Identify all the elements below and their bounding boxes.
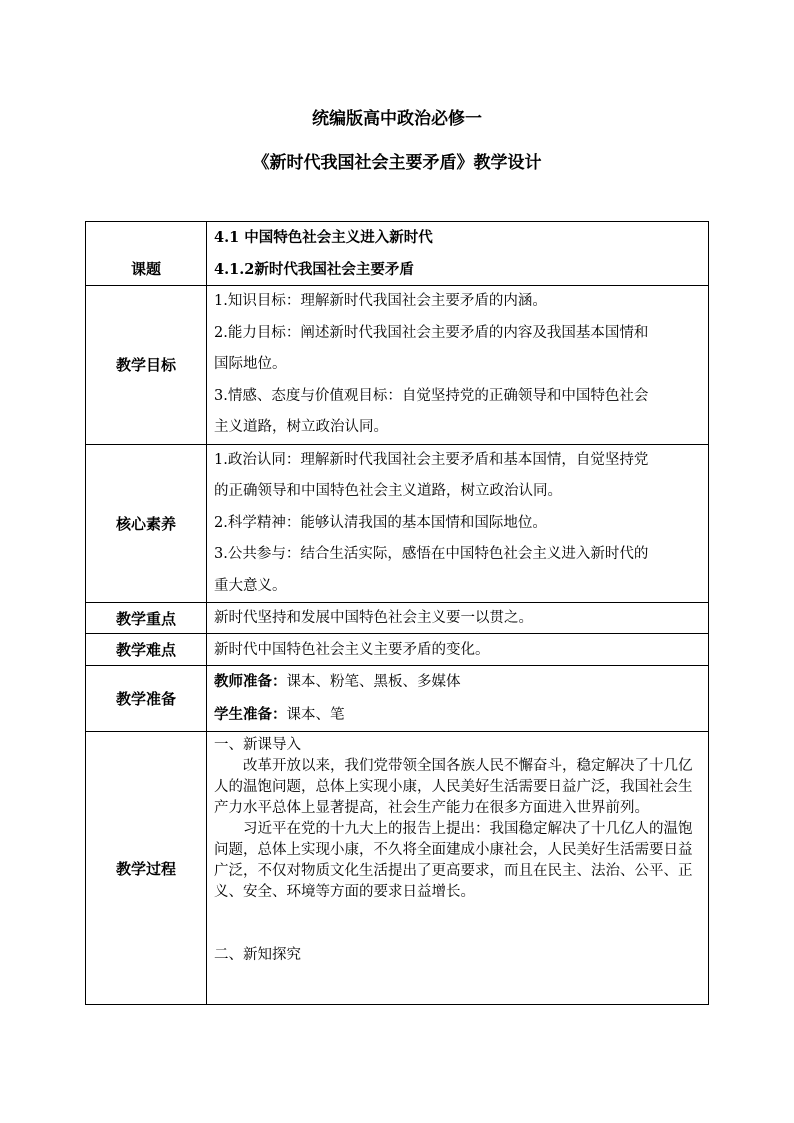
content-preparation [207,666,709,732]
key-point-text: 新时代坚持和发展中国特色社会主义要一以贯之。 [214,609,533,626]
label-process [86,732,207,1005]
label-literacy [86,444,207,603]
label-topic [86,222,207,286]
lesson-plan-table [85,221,709,1005]
process-heading-intro: 一、新课导入 [214,737,301,753]
label-process-text: 教学过程 [115,859,176,878]
row-key-point [86,603,709,634]
literacy-line: 2.科学精神：能够认清我国的基本国情和国际地位。 [214,514,547,531]
label-preparation-text: 教学准备 [115,690,176,708]
teacher-prep-label: 教师准备： [214,673,287,690]
student-prep [214,699,702,732]
row-literacy [86,444,709,603]
student-prep-text: 课本、笔 [286,706,345,723]
content-goals [207,286,709,445]
teacher-prep [214,666,702,699]
literacy-line: 1.政治认同：理解新时代我国社会主要矛盾和基本国情，自觉坚持党 [214,451,649,468]
label-topic-text: 课题 [130,260,161,278]
goal-line: 3.情感、态度与价值观目标：自觉坚持党的正确领导和中国特色社会 [214,387,649,404]
process-paragraph: 习近平在党的十九大上的报告上提出：我国稳定解决了十几亿人的温饱问题，总体上实现小康，不久将全面建成小康社会，人民美好生活需要日益广泛，不仅对物质文化生活提出了更高要求，而且在民主、法治、公平、正义、安全、环境等方面的要求日益增长。 [214,821,693,900]
topic-item: 4.1 中国特色社会主义进入新时代 [214,229,433,246]
literacy-line: 3.公共参与：结合生活实际，感悟在中国特色社会主义进入新时代的 [214,546,649,562]
label-difficulty [86,634,207,666]
teacher-prep-text: 课本、粉笔、黑板、多媒体 [286,674,461,690]
label-preparation [86,666,207,732]
literacy-line: 重大意义。 [214,577,287,594]
process-heading-explore: 二、新知探究 [214,947,301,963]
row-preparation [86,666,709,732]
label-goals-text: 教学目标 [115,356,176,375]
content-process [207,732,709,1005]
row-goals [86,286,709,445]
row-difficulty [86,634,709,666]
goal-line: 国际地位。 [214,356,287,372]
student-prep-label: 学生准备： [214,705,287,723]
goal-line: 主义道路，树立政治认同。 [214,419,388,435]
goal-line: 2.能力目标：阐述新时代我国社会主要矛盾的内容及我国基本国情和 [214,324,649,341]
label-key-point-text: 教学重点 [115,609,176,628]
label-goals [86,286,207,445]
content-literacy [207,444,709,603]
label-key-point [86,603,207,634]
goal-line: 1.知识目标：理解新时代我国社会主要矛盾的内涵。 [214,293,547,309]
content-difficulty [207,634,709,666]
content-topic [207,222,709,286]
difficulty-text: 新时代中国特色社会主义主要矛盾的变化。 [214,641,490,658]
document-subtitle: 《新时代我国社会主要矛盾》教学设计 [252,153,542,173]
label-difficulty-text: 教学难点 [115,641,176,659]
document-title: 统编版高中政治必修一 [312,109,482,129]
row-topic [86,222,709,286]
literacy-line: 的正确领导和中国特色社会主义道路，树立政治认同。 [214,483,562,499]
label-literacy-text: 核心素养 [115,514,176,533]
topic-item: 4.1.2新时代我国社会主要矛盾 [214,260,414,278]
content-key-point [207,603,709,634]
process-paragraph: 改革开放以来，我们党带领全国各族人民不懈奋斗，稳定解决了十几亿人的温饱问题，总体上实现小康，人民美好生活需要日益广泛，我国社会生产力水平总体上显著提高，社会生产能力在很多方面进入世界前列。 [214,758,693,816]
row-process [86,732,709,1005]
